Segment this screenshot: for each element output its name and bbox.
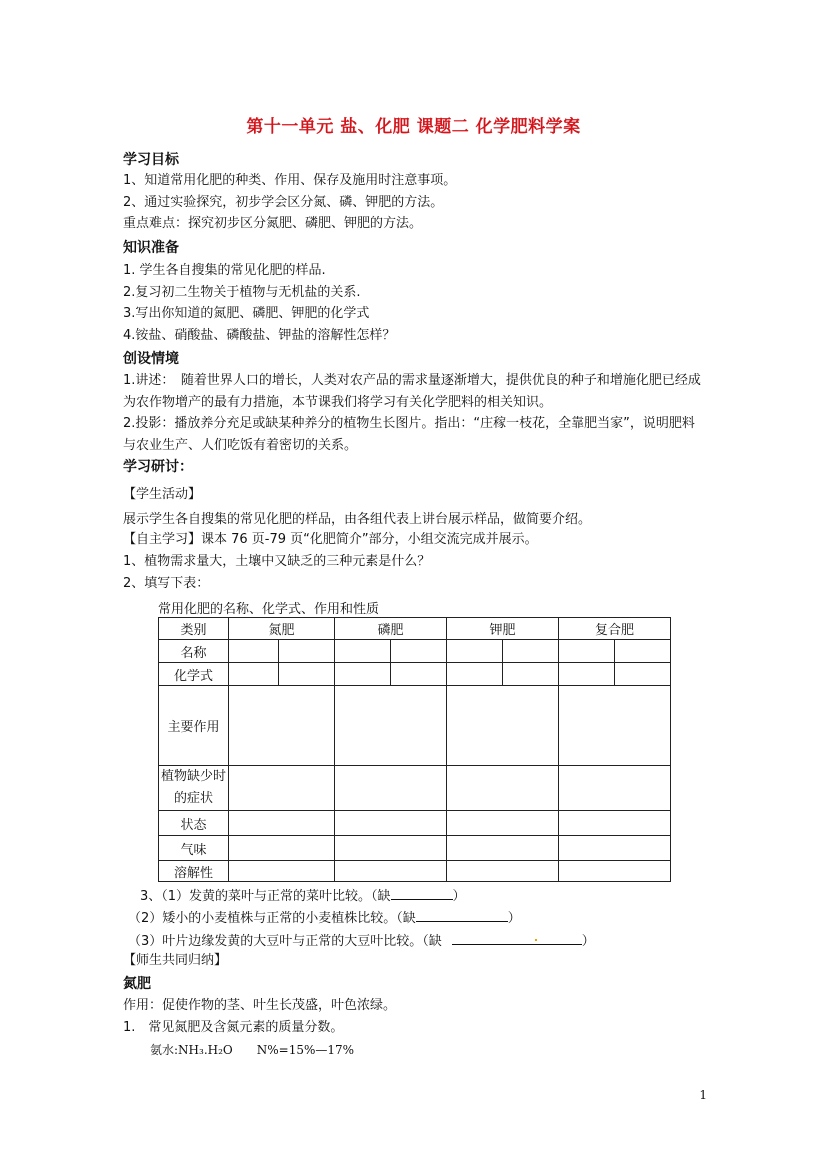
header-category: 类别 [159,618,229,640]
row-label-main-effect: 主要作用 [159,686,229,766]
answer-blank-3[interactable] [452,931,582,945]
header-nitrogen: 氮肥 [229,618,335,640]
stray-mark [535,939,537,941]
scene-paragraph-2: 2.投影：播放养分充足或缺某种养分的植物生长图片。指出：“庄稼一枝花，全靠肥当家”，说明肥料与农业生产、人们吃饭有着密切的关系。 [123,416,695,453]
table-row [159,836,671,861]
fertilizer-table [158,617,671,882]
table-row [159,861,671,882]
activity-text: 展示学生各自搜集的常见化肥的样品，由各组代表上讲台展示样品，做简要介绍。 [123,512,592,527]
prep-3: 3.写出你知道的氮肥、磷肥、钾肥的化学式 [123,306,370,321]
goal-2: 2、通过实验探究，初步学会区分氮、磷、钾肥的方法。 [123,195,444,210]
prep-heading: 知识准备 [123,240,179,256]
scene-paragraph-1: 1.讲述： 随着世界人口的增长，人类对农产品的需求量逐渐增大，提供优良的种子和增施化肥已经成为农作物增产的最有力措施，本节课我们将学习有关化学肥料的相关知识。 [123,373,701,410]
question-3-3: （3）叶片边缘发黄的大豆叶与正常的大豆叶比较。（缺 ） [128,931,595,951]
table-caption: 常用化肥的名称、化学式、作用和性质 [158,602,380,617]
summary-label: 【师生共同归纳】 [123,953,228,968]
scene-heading: 创设情境 [123,351,179,367]
ammonia-water-line: 氨水:NH₃.H₂O N%=15%—17% [150,1043,355,1057]
prep-2: 2.复习初二生物关于植物与无机盐的关系. [123,285,361,300]
row-label-formula: 化学式 [159,663,229,686]
self-study-text: 【自主学习】课本 76 页-79 页“化肥简介”部分，小组交流完成并展示。 [123,532,538,547]
table-row [159,640,671,663]
goals-heading: 学习目标 [123,152,179,168]
nitrogen-effect: 作用：促使作物的茎、叶生长茂盛，叶色浓绿。 [123,998,397,1013]
question-3-1: 3、（1）发黄的菜叶与正常的菜叶比较。（缺 ） [140,886,466,906]
table-row [159,663,671,686]
study-heading: 学习研讨： [123,459,193,475]
answer-blank-2[interactable] [416,908,508,922]
header-compound: 复合肥 [559,618,671,640]
table-row [159,686,671,766]
prep-4: 4.铵盐、硝酸盐、磷酸盐、钾盐的溶解性怎样？ [123,328,396,343]
student-activity-label: 【学生活动】 [123,487,202,502]
row-label-state: 状态 [159,811,229,836]
row-label-solubility: 溶解性 [159,861,229,882]
prep-1: 1. 学生各自搜集的常见化肥的样品. [123,263,326,278]
answer-blank-1[interactable] [391,886,453,900]
question-3-2: （2）矮小的小麦植株与正常的小麦植株比较。（缺 ） [128,908,521,928]
row-label-name: 名称 [159,640,229,663]
key-points: 重点难点：探究初步区分氮肥、磷肥、钾肥的方法。 [123,216,423,231]
question-2: 2、填写下表： [123,576,210,591]
header-potassium: 钾肥 [447,618,559,640]
page-title: 第十一单元 盐、化肥 课题二 化学肥料学案 [246,117,581,137]
row-label-deficiency: 植物缺少时的症状 [159,766,229,811]
table-row [159,766,671,811]
table-row [159,811,671,836]
nitrogen-list-item: 1. 常见氮肥及含氮元素的质量分数。 [123,1020,344,1035]
table-header-row [159,618,671,640]
nitrogen-heading: 氮肥 [123,976,151,992]
question-1: 1、植物需求量大，土壤中又缺乏的三种元素是什么？ [123,554,431,569]
page-number: 1 [699,1088,707,1102]
header-phosphorus: 磷肥 [335,618,447,640]
goal-1: 1、知道常用化肥的种类、作用、保存及施用时注意事项。 [123,173,457,188]
row-label-odor: 气味 [159,836,229,861]
